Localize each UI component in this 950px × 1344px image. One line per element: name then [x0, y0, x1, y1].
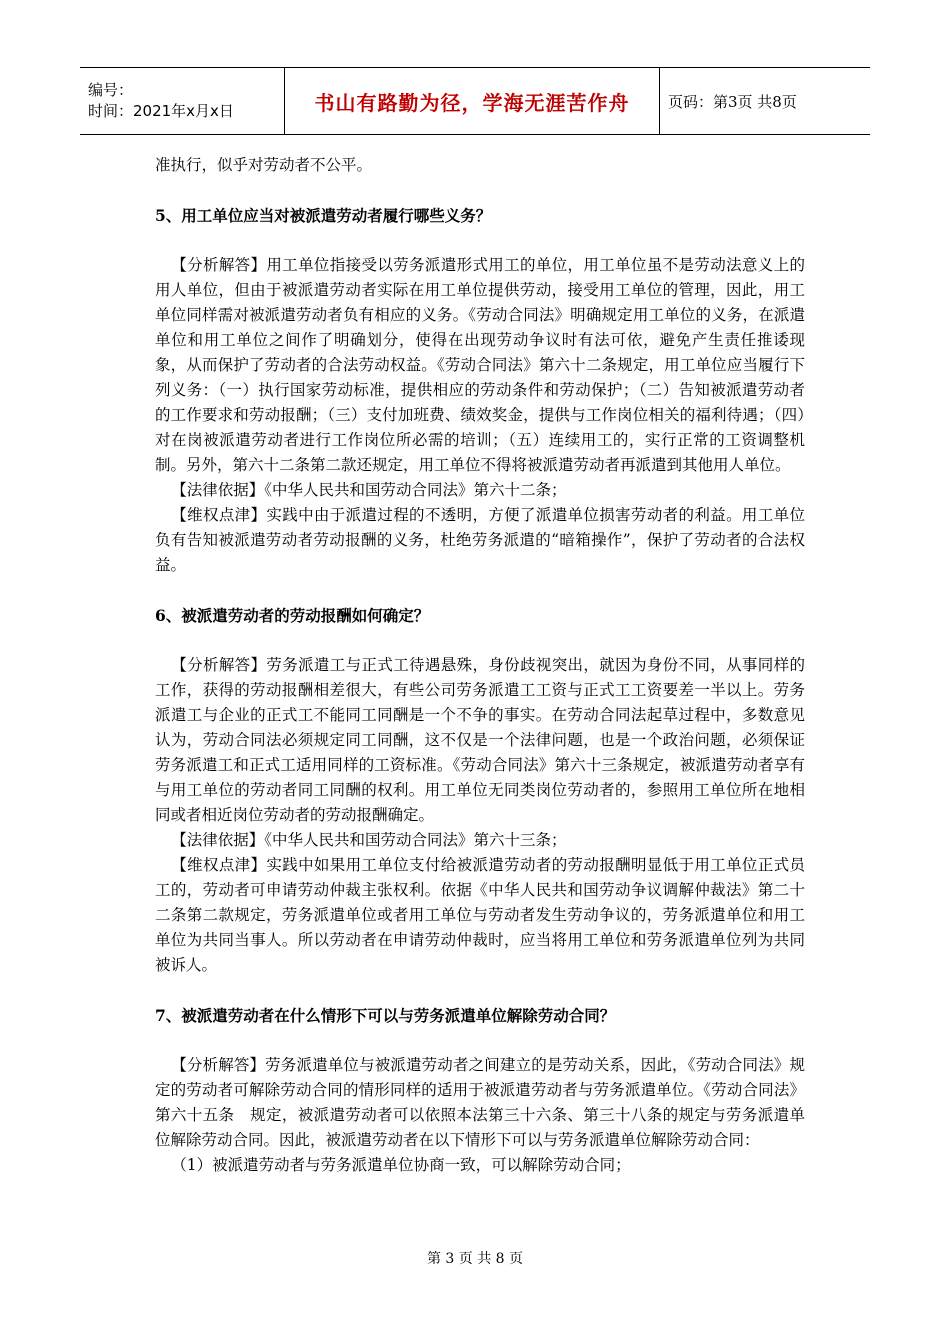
- header-page-cell: [660, 68, 870, 134]
- section-heading-7: 7、被派遣劳动者在什么情形下可以与劳务派遣单位解除劳动合同？: [155, 1006, 616, 1025]
- document-number-label: 编号：: [88, 81, 134, 99]
- legal-basis-5: 【法律依据】《中华人民共和国劳动合同法》第六十二条；: [171, 481, 567, 499]
- list-item-7-1: （1）被派遣劳动者与劳务派遣单位协商一致，可以解除劳动合同；: [171, 1156, 631, 1174]
- page-footer: 第 3 页 共 8 页: [426, 1251, 524, 1267]
- header-motto-cell: [285, 68, 660, 134]
- header-motto: 书山有路勤为径，学海无涯苦作舟: [314, 90, 630, 115]
- document-body: [155, 153, 805, 1178]
- section-heading-5: 5、用工单位应当对被派遣劳动者履行哪些义务？: [155, 206, 492, 225]
- page-header: [80, 67, 870, 135]
- analysis-paragraph-6: 【分析解答】劳务派遣工与正式工待遇悬殊，身份歧视突出，就因为身份不同，从事同样的工作，获得的劳动报酬相差很大，有些公司劳务派遣工工资与正式工工资要差一半以上。劳务派遣工与企业的正式工不能同工同酬是一个不争的事实。在劳动合同法起草过程中，多数意见认为，劳动合同法必须规定同工同酬，这不仅是一个法律问题，也是一个政治问题，必须保证劳务派遣工和正式工适用同样的工资标准。《劳动合同法》第六十三条规定，被派遣劳动者享有与用工单位的劳动者同工同酬的权利。用工单位无同类岗位劳动者的，参照用工单位所在地相同或者相近岗位劳动者的劳动报酬确定。: [155, 656, 805, 824]
- rights-tip-5: 【维权点津】实践中由于派遣过程的不透明，方便了派遣单位损害劳动者的利益。用工单位负有告知被派遣劳动者劳动报酬的义务，杜绝劳务派遣的“暗箱操作”，保护了劳动者的合法权益。: [155, 506, 805, 574]
- header-meta: [80, 68, 285, 134]
- paragraph-continuation: 准执行，似乎对劳动者不公平。: [155, 156, 373, 174]
- header-page-number: 页码：第3页 共8页: [668, 92, 797, 111]
- analysis-paragraph-7: 【分析解答】劳务派遣单位与被派遣劳动者之间建立的是劳动关系，因此，《劳动合同法》规定的劳动者可解除劳动合同的情形同样的适用于被派遣劳动者与劳务派遣单位。《劳动合同法》第六十五条 规定，被派遣劳动者可以依照本法第三十六条、第三十八条的规定与劳务派遣单位解除劳动合同。因此，被派遣劳动者在以下情形下可以与劳务派遣单位解除劳动合同：: [155, 1056, 805, 1149]
- legal-basis-6: 【法律依据】《中华人民共和国劳动合同法》第六十三条；: [171, 831, 567, 849]
- document-time-label: 时间：2021年x月x日: [88, 102, 234, 120]
- section-heading-6: 6、被派遣劳动者的劳动报酬如何确定？: [155, 606, 430, 625]
- rights-tip-6: 【维权点津】实践中如果用工单位支付给被派遣劳动者的劳动报酬明显低于用工单位正式员工的，劳动者可申请劳动仲裁主张权利。依据《中华人民共和国劳动争议调解仲裁法》第二十二条第二款规定，劳务派遣单位或者用工单位与劳动者发生劳动争议的，劳务派遣单位和用工单位为共同当事人。所以劳动者在申请劳动仲裁时，应当将用工单位和劳务派遣单位列为共同被诉人。: [155, 856, 805, 974]
- analysis-paragraph-5: 【分析解答】用工单位指接受以劳务派遣形式用工的单位，用工单位虽不是劳动法意义上的用人单位，但由于被派遣劳动者实际在用工单位提供劳动，接受用工单位的管理，因此，用工单位同样需对被派遣劳动者负有相应的义务。《劳动合同法》明确规定用工单位的义务，在派遣单位和用工单位之间作了明确划分，使得在出现劳动争议时有法可依，避免产生责任推诿现象，从而保护了劳动者的合法劳动权益。《劳动合同法》第六十二条规定，用工单位应当履行下列义务：（一）执行国家劳动标准，提供相应的劳动条件和劳动保护；（二）告知被派遣劳动者的工作要求和劳动报酬；（三）支付加班费、绩效奖金，提供与工作岗位相关的福利待遇；（四）对在岗被派遣劳动者进行工作岗位所必需的培训；（五）连续用工的，实行正常的工资调整机制。另外，第六十二条第二款还规定，用工单位不得将被派遣劳动者再派遣到其他用人单位。: [155, 256, 805, 474]
